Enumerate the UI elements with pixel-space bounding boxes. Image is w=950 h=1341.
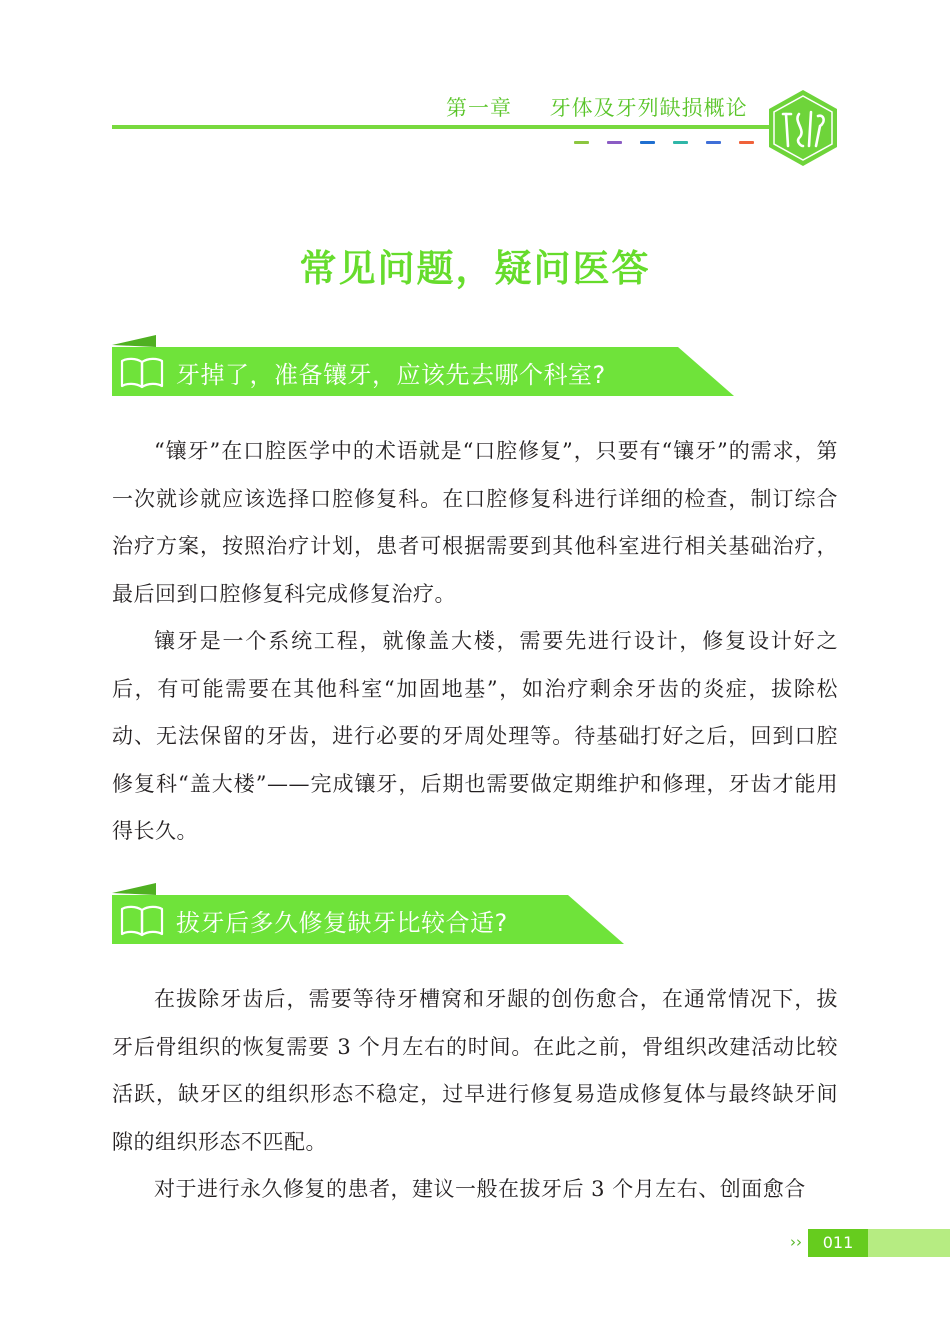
color-dash-row <box>574 141 754 145</box>
page-title: 常见问题，疑问医答 <box>299 246 651 290</box>
color-dash <box>739 141 754 144</box>
section-question-2: 拔牙后多久修复缺牙比较合适? <box>176 909 508 937</box>
color-dash <box>574 141 589 144</box>
chapter-number: 第一章 <box>446 96 512 120</box>
footer-color-block <box>868 1229 950 1257</box>
paragraph-2-2: 对于进行永久修复的患者，建议一般在拔牙后 3 个月左右、创面愈合 <box>154 1177 806 1201</box>
color-dash <box>640 141 655 144</box>
section-heading-1 <box>112 335 734 395</box>
header-rule <box>112 125 787 129</box>
paragraph-1-2: 镶牙是一个系统工程，就像盖大楼，需要先进行设计，修复设计好之后，有可能需要在其他科室“加固地基”，如治疗剩余牙齿的炎症，拔除松动、无法保留的牙齿，进行必要的牙周处理等。待基础打好之后，回到口腔修复科“盖大楼”——完成镶牙，后期也需要做定期维护和修理，牙齿才能用得长久。 <box>112 629 838 843</box>
open-book-icon <box>120 356 164 390</box>
color-dash <box>673 141 688 144</box>
chapter-title: 牙体及牙列缺损概论 <box>549 96 748 120</box>
open-book-icon <box>120 904 164 938</box>
color-dash <box>607 141 622 144</box>
paragraph-1-1: “镶牙”在口腔医学中的术语就是“口腔修复”，只要有“镶牙”的需求，第一次就诊就应该选择口腔修复科。在口腔修复科进行详细的检查，制订综合治疗方案，按照治疗计划，患者可根据需要到其他科室进行相关基础治疗，最后回到口腔修复科完成修复治疗。 <box>112 439 838 606</box>
section-heading-2 <box>112 883 624 943</box>
section-question-1: 牙掉了，准备镶牙，应该先去哪个科室? <box>176 361 606 389</box>
page-arrow-icon: ›› <box>790 1233 802 1251</box>
paragraph-2-1: 在拔除牙齿后，需要等待牙槽窝和牙龈的创伤愈合，在通常情况下，拔牙后骨组织的恢复需要 3 个月左右的时间。在此之前，骨组织改建活动比较活跃，缺牙区的组织形态不稳定，过早进行修复易造成修复体与最终缺牙间隙的组织形态不匹配。 <box>112 987 838 1154</box>
running-header <box>446 92 748 122</box>
color-dash <box>706 141 721 144</box>
dental-tools-hexagon-icon <box>766 88 840 168</box>
page-number: 011 <box>808 1229 868 1257</box>
